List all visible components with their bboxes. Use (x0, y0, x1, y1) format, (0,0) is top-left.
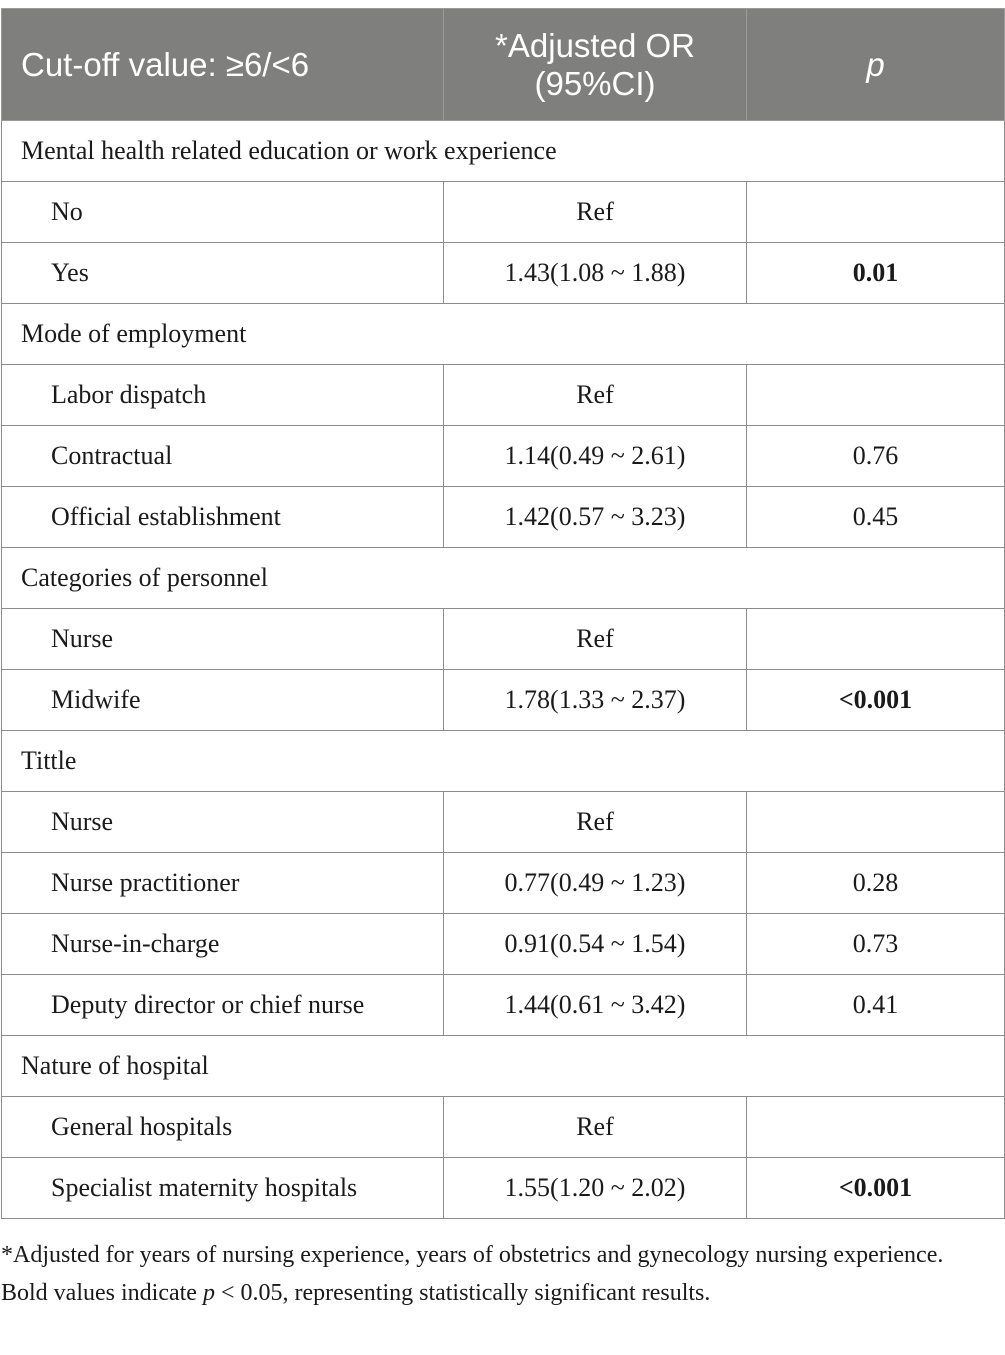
p-value-cell (747, 1097, 1005, 1158)
table-row (2, 487, 1005, 548)
table-row (2, 914, 1005, 975)
group-row (2, 304, 1005, 365)
adjusted-or-cell: 0.77(0.49 ~ 1.23) (444, 853, 747, 914)
group-label: Categories of personnel (2, 548, 1005, 609)
table-row (2, 975, 1005, 1036)
adjusted-or-cell: Ref (444, 1097, 747, 1158)
row-label: Nurse-in-charge (2, 914, 444, 975)
row-label: Contractual (2, 426, 444, 487)
p-value-cell (747, 792, 1005, 853)
group-label: Mode of employment (2, 304, 1005, 365)
adjusted-or-cell: Ref (444, 182, 747, 243)
adjusted-or-cell: 1.44(0.61 ~ 3.42) (444, 975, 747, 1036)
header-row (2, 9, 1005, 121)
group-row (2, 731, 1005, 792)
table-body (2, 121, 1005, 1219)
adjusted-or-cell: 1.42(0.57 ~ 3.23) (444, 487, 747, 548)
adjusted-or-cell: Ref (444, 792, 747, 853)
p-value-cell (747, 609, 1005, 670)
table-row (2, 1097, 1005, 1158)
p-value-cell: 0.28 (747, 853, 1005, 914)
p-value-cell: <0.001 (747, 670, 1005, 731)
adjusted-or-cell: 1.14(0.49 ~ 2.61) (444, 426, 747, 487)
group-row (2, 1036, 1005, 1097)
group-label: Tittle (2, 731, 1005, 792)
p-value-cell (747, 182, 1005, 243)
p-value-cell: 0.76 (747, 426, 1005, 487)
table-row (2, 609, 1005, 670)
row-label: Nurse (2, 792, 444, 853)
table-row (2, 365, 1005, 426)
table-row (2, 426, 1005, 487)
header-adjusted-or (444, 9, 747, 121)
group-row (2, 121, 1005, 182)
row-label: Yes (2, 243, 444, 304)
footnote-bold (1, 1274, 961, 1312)
adjusted-or-cell: Ref (444, 365, 747, 426)
table-row (2, 853, 1005, 914)
footnote-bold-suffix: < 0.05, representing statistically significant results. (214, 1280, 711, 1306)
header-p-label: p (866, 45, 885, 83)
group-row (2, 548, 1005, 609)
header-adjusted-or-line2: (95%CI) (534, 64, 656, 102)
footnote-bold-prefix: Bold values indicate (1, 1280, 203, 1306)
adjusted-or-cell: 1.55(1.20 ~ 2.02) (444, 1158, 747, 1219)
header-p-value (747, 9, 1005, 121)
header-cutoff: Cut-off value: ≥6/<6 (2, 9, 444, 121)
group-label: Mental health related education or work experience (2, 121, 1005, 182)
table-footnotes (1, 1236, 961, 1312)
adjusted-or-cell: 0.91(0.54 ~ 1.54) (444, 914, 747, 975)
adjusted-or-cell: 1.78(1.33 ~ 2.37) (444, 670, 747, 731)
table-row (2, 182, 1005, 243)
adjusted-or-cell: Ref (444, 609, 747, 670)
table-row (2, 1158, 1005, 1219)
row-label: Nurse (2, 609, 444, 670)
row-label: Specialist maternity hospitals (2, 1158, 444, 1219)
table-row (2, 243, 1005, 304)
odds-ratio-table (1, 8, 1005, 1219)
row-label: Nurse practitioner (2, 853, 444, 914)
row-label: Deputy director or chief nurse (2, 975, 444, 1036)
group-label: Nature of hospital (2, 1036, 1005, 1097)
row-label: No (2, 182, 444, 243)
p-value-cell: <0.001 (747, 1158, 1005, 1219)
row-label: Labor dispatch (2, 365, 444, 426)
row-label: General hospitals (2, 1097, 444, 1158)
p-value-cell: 0.41 (747, 975, 1005, 1036)
row-label: Midwife (2, 670, 444, 731)
p-value-cell (747, 365, 1005, 426)
header-adjusted-or-line1: *Adjusted OR (495, 26, 695, 64)
p-value-cell: 0.01 (747, 243, 1005, 304)
table-row (2, 792, 1005, 853)
footnote-adjusted: *Adjusted for years of nursing experience, years of obstetrics and gynecology nursing experience. (1, 1242, 944, 1268)
p-value-cell: 0.73 (747, 914, 1005, 975)
table-row (2, 670, 1005, 731)
adjusted-or-cell: 1.43(1.08 ~ 1.88) (444, 243, 747, 304)
footnote-bold-p: p (202, 1280, 215, 1306)
p-value-cell: 0.45 (747, 487, 1005, 548)
row-label: Official establishment (2, 487, 444, 548)
